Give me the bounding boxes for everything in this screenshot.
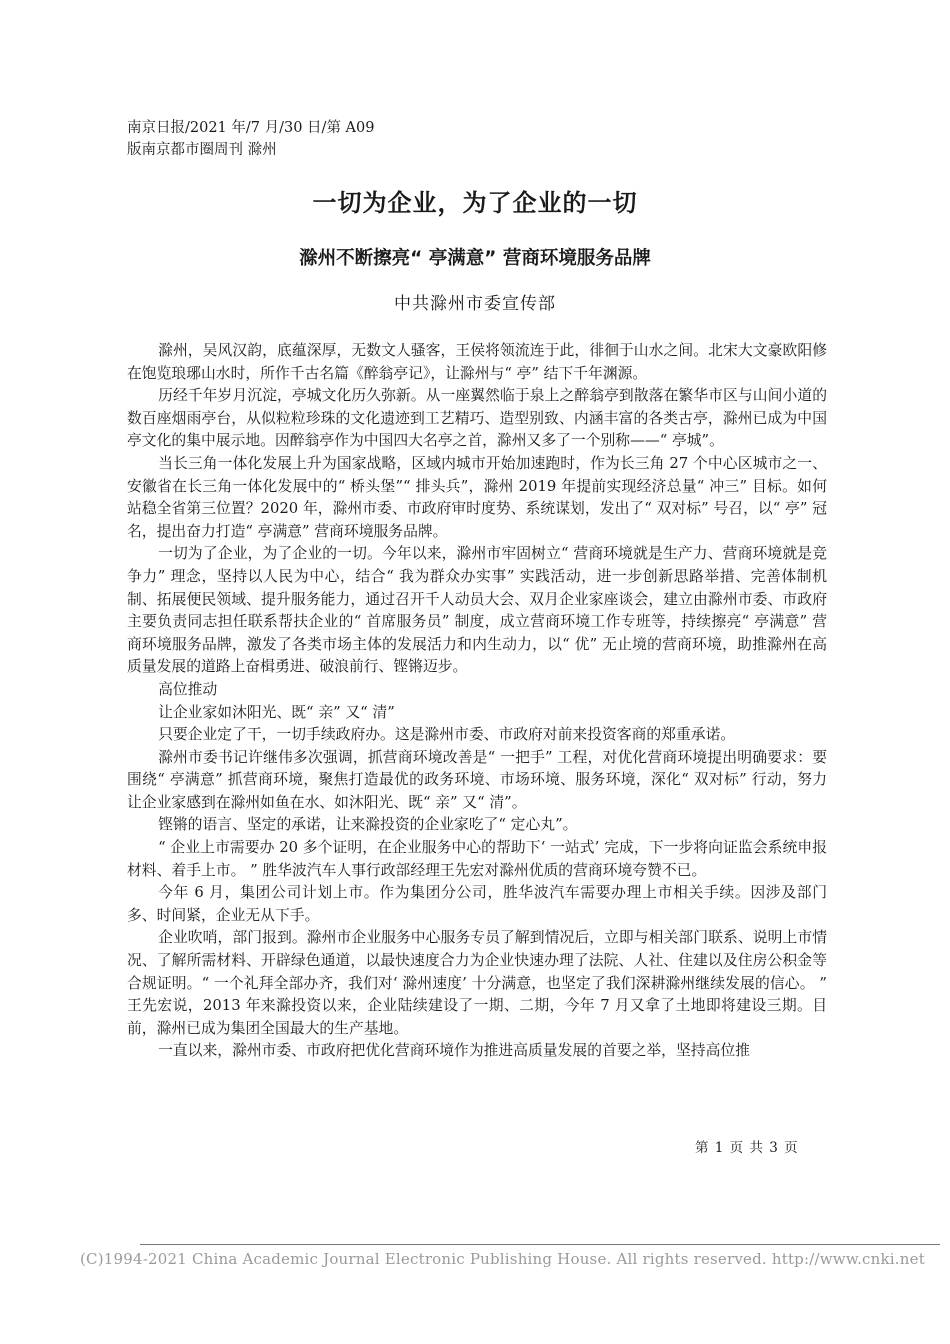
paragraph: 滁州，吴风汉韵，底蕴深厚，无数文人骚客，王侯将领流连于此，徘徊于山水之间。北宋大文豪欧阳修在饱览琅琊山水时，所作千古名篇《醉翁亭记》，让滁州与“ 亭” 结下千年渊源。 [127, 342, 827, 382]
paragraph: 一直以来，滁州市委、市政府把优化营商环境作为推进高质量发展的首要之举，坚持高位推 [158, 1042, 750, 1060]
copyright-footer: (C)1994-2021 China Academic Journal Electronic Publishing House. All rights reserved. http://www.cnki.net [80, 1250, 925, 1268]
section-subheading: 让企业家如沐阳光、既“ 亲” 又“ 清” [158, 703, 395, 721]
paragraph: “ 企业上市需要办 20 多个证明，在企业服务中心的帮助下‘ 一站式’ 完成，下一步将向证监会系统申报材料、着手上市。 ” 胜华波汽车人事行政部经理王先宏对滁州优质的营商环境夸赞不已。 [127, 839, 827, 879]
article-body [127, 340, 827, 1063]
article-title: 一切为企业，为了企业的一切 [312, 189, 638, 217]
paragraph: 铿锵的语言、坚定的承诺，让来滁投资的企业家吃了“ 定心丸”。 [158, 816, 578, 834]
paragraph: 一切为了企业，为了企业的一切。今年以来，滁州市牢固树立“ 营商环境就是生产力、营商环境就是竞争力” 理念，坚持以人民为中心，结合“ 我为群众办实事” 实践活动，进一步创新思路举措、完善体制机制、拓展便民领域、提升服务能力，通过召开千人动员大会、双月企业家座谈会，建立由滁州市委、市政府主要负责同志担任联系帮扶企业的“ 首席服务员” 制度，成立营商环境工作专班等，持续擦亮“ 亭满意” 营商环境服务品牌，激发了各类市场主体的发展活力和内生动力，以“ 优” 无止境的营商环境，助推滁州在高质量发展的道路上奋楫勇进、破浪前行、铿锵迈步。 [127, 545, 827, 676]
article-author: 中共滁州市委宣传部 [394, 294, 556, 314]
source-line-2: 版南京都市圈周刊 滁州 [127, 142, 277, 158]
paragraph: 滁州市委书记许继伟多次强调，抓营商环境改善是“ 一把手” 工程，对优化营商环境提出明确要求：要围绕“ 亭满意” 抓营商环境，聚焦打造最优的政务环境、市场环境、服务环境，深化“ 双对标” 行动，努力让企业家感到在滁州如鱼在水、如沐阳光、既“ 亲” 又“ 清”。 [127, 748, 827, 811]
source-line-1: 南京日报/2021 年/7 月/30 日/第 A09 [127, 120, 375, 136]
source-citation [127, 117, 427, 161]
footer-divider [140, 1244, 940, 1245]
page-number: 第 1 页 共 3 页 [695, 1140, 799, 1156]
section-heading: 高位推动 [158, 680, 218, 698]
paragraph: 历经千年岁月沉淀，亭城文化历久弥新。从一座翼然临于泉上之醉翁亭到散落在繁华市区与山间小道的数百座烟雨亭台，从似粒粒珍珠的文化遗迹到工艺精巧、造型别致、内涵丰富的各类古亭，滁州已成为中国亭文化的集中展示地。因醉翁亭作为中国四大名亭之首，滁州又多了一个别称——“ 亭城”。 [127, 387, 827, 450]
paragraph: 只要企业定了干，一切手续政府办。这是滁州市委、市政府对前来投资客商的郑重承诺。 [158, 726, 736, 744]
article-subtitle: 滁州不断擦亮“ 亭满意” 营商环境服务品牌 [299, 248, 651, 269]
paragraph: 企业吹哨，部门报到。滁州市企业服务中心服务专员了解到情况后，立即与相关部门联系、说明上市情况、了解所需材料、开辟绿色通道，以最快速度合力为企业快速办理了法院、人社、住建以及住房公积金等合规证明。“ 一个礼拜全部办齐，我们对‘ 滁州速度’ 十分满意，也坚定了我们深耕滁州继续发展的信心。 ” 王先宏说，2013 年来滁投资以来，企业陆续建设了一期、二期，今年 7 月又拿了土地即将建设三期。目前，滁州已成为集团全国最大的生产基地。 [127, 929, 827, 1037]
paragraph: 当长三角一体化发展上升为国家战略，区域内城市开始加速跑时，作为长三角 27 个中心区城市之一、安徽省在长三角一体化发展中的“ 桥头堡”“ 排头兵”，滁州 2019 年提前实现经济总量“ 冲三” 目标。如何站稳全省第三位置？2020 年，滁州市委、市政府审时度势、系统谋划，发出了“ 双对标” 号召，以“ 亭” 冠名，提出奋力打造“ 亭满意” 营商环境服务品牌。 [127, 454, 827, 540]
paragraph: 今年 6 月，集团公司计划上市。作为集团分公司，胜华波汽车需要办理上市相关手续。因涉及部门多、时间紧，企业无从下手。 [127, 884, 827, 924]
